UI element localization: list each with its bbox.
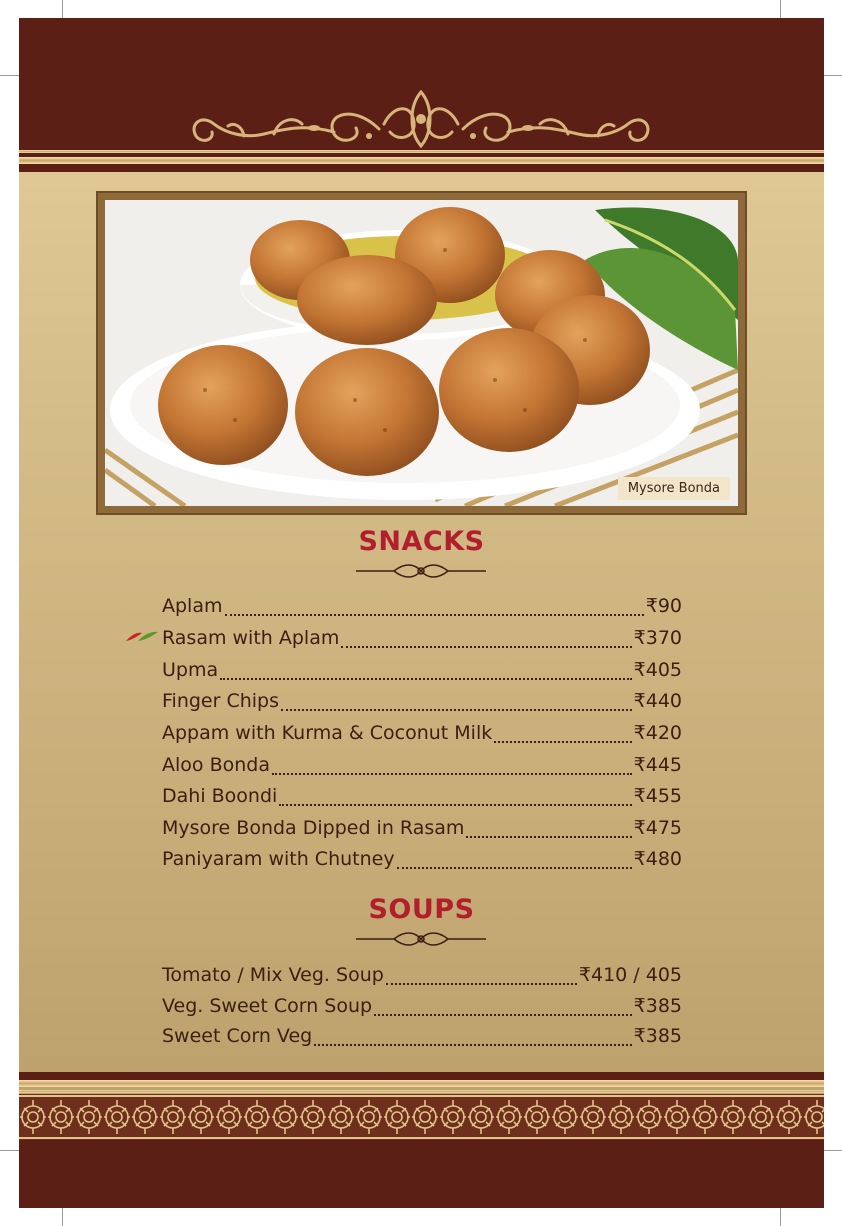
footer-rule	[19, 1080, 824, 1087]
item-name: Appam with Kurma & Coconut Milk	[162, 722, 493, 744]
item-name: Aplam	[162, 595, 223, 617]
menu-item	[162, 785, 682, 815]
item-name: Dahi Boondi	[162, 785, 278, 807]
item-name: Aloo Bonda	[162, 754, 270, 776]
item-price: ₹455	[633, 785, 682, 807]
menu-item	[162, 817, 682, 847]
ornament-icon	[184, 84, 659, 154]
item-price: ₹445	[633, 754, 682, 776]
footer-rule	[19, 1090, 824, 1093]
header-rule	[19, 150, 824, 153]
dot-leader	[314, 1044, 631, 1046]
dot-leader	[220, 678, 632, 680]
item-price: ₹480	[633, 848, 682, 870]
dot-leader	[272, 773, 632, 775]
crop-mark	[0, 1150, 19, 1151]
footer-band	[19, 1140, 824, 1208]
dot-leader	[225, 614, 644, 616]
crop-mark	[780, 1208, 781, 1226]
item-name: Finger Chips	[162, 690, 280, 712]
snacks-heading: SNACKS	[358, 526, 485, 557]
item-name: Mysore Bonda Dipped in Rasam	[162, 817, 465, 839]
menu-item	[162, 595, 682, 625]
dish-photo	[105, 200, 738, 506]
item-price: ₹370	[633, 627, 682, 649]
dish-photo-frame	[96, 191, 747, 515]
menu-item	[162, 627, 682, 657]
crop-mark	[62, 0, 63, 18]
dot-leader	[374, 1014, 632, 1016]
menu-item	[162, 1025, 682, 1055]
divider-ornament-icon	[356, 563, 486, 579]
item-name: Paniyaram with Chutney	[162, 848, 395, 870]
menu-item	[162, 754, 682, 784]
dot-leader	[397, 867, 632, 869]
crop-mark	[62, 1208, 63, 1226]
soups-heading: SOUPS	[368, 894, 475, 925]
dot-leader	[341, 646, 631, 648]
chili-icon	[124, 630, 160, 644]
dot-leader	[386, 983, 577, 985]
item-price: ₹420	[633, 722, 682, 744]
item-name: Rasam with Aplam	[162, 627, 340, 649]
dot-leader	[466, 836, 631, 838]
item-price: ₹405	[633, 659, 682, 681]
item-price: ₹90	[645, 595, 682, 617]
item-name: Upma	[162, 659, 219, 681]
crop-mark	[824, 75, 842, 76]
dot-leader	[279, 804, 631, 806]
menu-item	[162, 964, 682, 994]
menu-item	[162, 995, 682, 1025]
mysore-bonda-image	[105, 200, 738, 506]
crop-mark	[780, 0, 781, 18]
menu-item	[162, 848, 682, 878]
item-price: ₹440	[633, 690, 682, 712]
dot-leader	[281, 709, 632, 711]
item-price: ₹385	[633, 995, 682, 1017]
crop-mark	[0, 75, 19, 76]
header-rule	[19, 164, 824, 172]
header-rule	[19, 157, 824, 164]
footer-rule	[19, 1072, 824, 1080]
divider-ornament-icon	[356, 931, 486, 947]
lattice-pattern-icon	[19, 1094, 824, 1140]
item-price: ₹385	[633, 1025, 682, 1047]
item-name: Veg. Sweet Corn Soup	[162, 995, 373, 1017]
crop-mark	[824, 1150, 842, 1151]
item-name: Sweet Corn Veg	[162, 1025, 313, 1047]
menu-item	[162, 722, 682, 752]
footer-pattern	[19, 1094, 824, 1140]
menu-item	[162, 690, 682, 720]
menu-item	[162, 659, 682, 689]
menu-page	[19, 18, 824, 1208]
dot-leader	[494, 741, 631, 743]
item-price: ₹410 / 405	[578, 964, 682, 986]
item-name: Tomato / Mix Veg. Soup	[162, 964, 384, 986]
item-price: ₹475	[633, 817, 682, 839]
photo-caption: Mysore Bonda	[618, 477, 730, 500]
